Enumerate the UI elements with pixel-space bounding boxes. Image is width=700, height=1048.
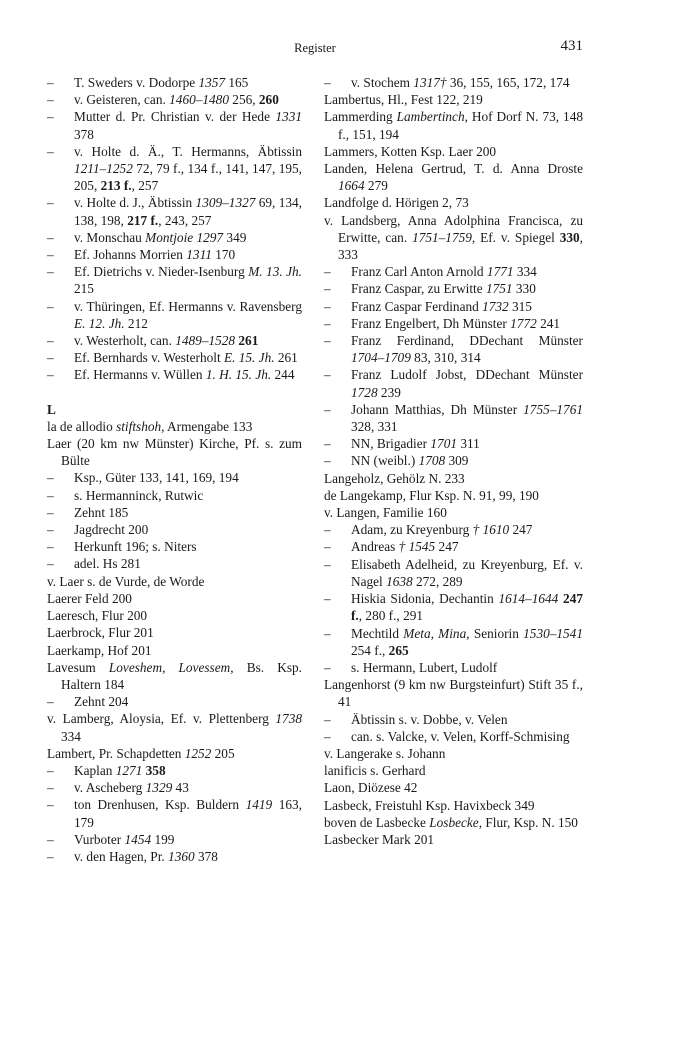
italic-text: † 1610 bbox=[472, 522, 510, 538]
italic-text: 1664 bbox=[338, 178, 365, 194]
entry-text: Mutter d. Pr. Christian v. der Hede bbox=[74, 109, 276, 125]
subentry-dash: – bbox=[324, 625, 331, 641]
subentry-dash: – bbox=[47, 831, 54, 847]
subentry-dash: – bbox=[324, 75, 331, 90]
subentry-dash: – bbox=[324, 264, 331, 280]
entry-text: , Armengabe 133 bbox=[161, 418, 253, 434]
entry-text: 205 bbox=[211, 745, 235, 761]
italic-text: stiftshoh bbox=[116, 418, 162, 434]
entry-text: , Bs. Ksp. Haltern 184 bbox=[61, 659, 302, 692]
index-entry bbox=[47, 710, 302, 744]
index-subentry bbox=[47, 779, 302, 796]
entry-text: 241 bbox=[536, 315, 561, 331]
index-subentry bbox=[324, 263, 583, 280]
bold-text: 213 f. bbox=[100, 178, 132, 194]
italic-text: 1360 bbox=[168, 848, 195, 864]
entry-text: 43 bbox=[172, 780, 189, 796]
index-subentry bbox=[324, 74, 583, 91]
index-subentry bbox=[47, 246, 302, 263]
entry-text: Äbtissin s. v. Dobbe, v. Velen bbox=[351, 711, 508, 727]
italic-text: M. 13. Jh. bbox=[248, 264, 302, 280]
index-subentry bbox=[47, 229, 302, 246]
index-entry bbox=[324, 814, 583, 831]
entry-text: v. Monschau bbox=[74, 229, 146, 245]
index-subentry bbox=[324, 625, 583, 659]
entry-text: can. s. Valcke, v. Velen, Korff-Schmising bbox=[351, 728, 570, 744]
running-header bbox=[47, 38, 583, 58]
entry-text: , 257 bbox=[131, 178, 159, 194]
entry-text: v. Laer s. de Vurde, de Worde bbox=[47, 573, 205, 589]
entry-text: Hiskia Sidonia, Dechantin bbox=[351, 591, 499, 607]
entry-text: Lavesum bbox=[47, 659, 109, 675]
subentry-dash: – bbox=[324, 591, 331, 607]
entry-text: 315 bbox=[508, 298, 532, 314]
subentry-dash: – bbox=[47, 264, 54, 280]
index-subentry bbox=[324, 332, 583, 366]
entry-text: ton Drenhusen, Ksp. Buldern bbox=[74, 797, 246, 813]
entry-text: Zehnt 204 bbox=[74, 694, 129, 710]
index-entry bbox=[324, 504, 583, 521]
entry-text: boven de Lasbecke bbox=[324, 814, 430, 830]
entry-text: Laer (20 km nw Münster) Kirche, Pf. s. zum Bülte bbox=[47, 436, 302, 469]
section-letter bbox=[47, 401, 302, 418]
bold-text: L bbox=[47, 401, 56, 417]
index-subentry bbox=[47, 555, 302, 572]
index-entry bbox=[324, 108, 583, 142]
index-subentry bbox=[324, 435, 583, 452]
entry-text: Franz Ludolf Jobst, DDechant Münster bbox=[351, 367, 583, 383]
subentry-dash: – bbox=[324, 539, 331, 555]
index-subentry bbox=[47, 108, 302, 142]
entry-text: , 280 f., 291 bbox=[358, 608, 424, 624]
italic-text: 1701 bbox=[430, 436, 457, 452]
index-entry bbox=[324, 143, 583, 160]
subentry-dash: – bbox=[47, 470, 54, 486]
subentry-dash: – bbox=[47, 92, 54, 108]
index-subentry bbox=[47, 469, 302, 486]
italic-text: 1317† bbox=[413, 75, 447, 90]
entry-text: 378 bbox=[74, 126, 94, 142]
italic-text: 1732 bbox=[482, 298, 509, 314]
index-subentry bbox=[47, 143, 302, 195]
entry-text: Herkunft 196; s. Niters bbox=[74, 539, 197, 555]
entry-text: v. Langen, Familie 160 bbox=[324, 505, 447, 521]
entry-text: Ef. Bernhards v. Westerholt bbox=[74, 350, 224, 366]
entry-text: 72, 79 f., 134 f., 141, 147, 195, 205, bbox=[74, 161, 302, 194]
entry-text: , Seniorin bbox=[466, 625, 524, 641]
entry-text: , 333 bbox=[338, 229, 583, 263]
italic-text: 1211–1252 bbox=[74, 161, 133, 177]
subentry-dash: – bbox=[324, 659, 331, 675]
subentry-dash: – bbox=[47, 75, 54, 90]
subentry-dash: – bbox=[324, 281, 331, 297]
entry-text: Ksp., Güter 133, 141, 169, 194 bbox=[74, 470, 239, 486]
entry-text: Jagdrecht 200 bbox=[74, 522, 149, 538]
page-number: 431 bbox=[560, 38, 583, 54]
entry-text: 378 bbox=[194, 848, 218, 864]
index-entry bbox=[47, 642, 302, 659]
entry-text: , Flur, Ksp. N. 150 bbox=[478, 814, 578, 830]
entry-text: T. Sweders v. Dodorpe bbox=[74, 75, 199, 90]
index-entry bbox=[324, 194, 583, 211]
entry-text: 215 bbox=[74, 281, 94, 297]
index-subentry bbox=[324, 538, 583, 555]
index-entry bbox=[324, 797, 583, 814]
entry-text: Adam, zu Kreyenburg bbox=[351, 522, 473, 538]
entry-text: Laerbrock, Flur 201 bbox=[47, 625, 154, 641]
italic-text: 1755–1761 bbox=[523, 401, 583, 417]
entry-text: Lammers, Kotten Ksp. Laer 200 bbox=[324, 143, 497, 159]
bold-text: 260 bbox=[258, 92, 279, 108]
entry-text: 261 bbox=[274, 350, 298, 366]
entry-text: v. Ascheberg bbox=[74, 780, 146, 796]
index-entry bbox=[324, 745, 583, 762]
italic-text: 1309–1327 bbox=[195, 195, 256, 211]
subentry-dash: – bbox=[47, 143, 54, 159]
subentry-dash: – bbox=[324, 298, 331, 314]
index-subentry bbox=[324, 401, 583, 435]
subentry-dash: – bbox=[324, 711, 331, 727]
entry-text: Franz Caspar, zu Erwitte bbox=[351, 281, 486, 297]
entry-text: Ef. Hermanns v. Wüllen bbox=[74, 367, 206, 383]
entry-text: 349 bbox=[223, 229, 247, 245]
entry-text: 36, 155, 165, 172, 174 bbox=[446, 75, 570, 90]
entry-text: v. Langerake s. Johann bbox=[324, 745, 446, 761]
index-subentry bbox=[47, 91, 302, 108]
italic-text: Loveshem, Lovessem bbox=[108, 659, 231, 675]
italic-text: 1357 bbox=[198, 75, 226, 90]
subentry-dash: – bbox=[47, 556, 54, 572]
index-subentry bbox=[47, 796, 302, 830]
index-subentry bbox=[47, 521, 302, 538]
entry-text: 309 bbox=[445, 453, 469, 469]
entry-text: Andreas bbox=[351, 539, 399, 555]
entry-text: la de allodio bbox=[47, 418, 117, 434]
subentry-dash: – bbox=[47, 762, 54, 778]
entry-text: Landen, Helena Gertrud, T. d. Anna Droste bbox=[324, 161, 583, 177]
italic-text: 1460–1480 bbox=[169, 92, 229, 108]
entry-text: Laon, Diözese 42 bbox=[324, 780, 418, 796]
italic-text: E. 12. Jh. bbox=[74, 315, 125, 331]
entry-text: 199 bbox=[151, 831, 175, 847]
entry-text: de Langekamp, Flur Ksp. N. 91, 99, 190 bbox=[324, 487, 539, 503]
entry-text: Langenhorst (9 km nw Burgsteinfurt) Stift 35 f., 41 bbox=[324, 677, 583, 710]
entry-text: 334 bbox=[513, 264, 537, 280]
index-subentry bbox=[47, 831, 302, 848]
index-subentry bbox=[47, 298, 302, 332]
entry-text: v. Thüringen, Ef. Hermanns v. Ravensberg bbox=[74, 298, 302, 314]
index-entry bbox=[47, 745, 302, 762]
index-entry bbox=[324, 91, 583, 108]
index-subentry bbox=[47, 349, 302, 366]
entry-text: 69, 134, 138, 198, bbox=[74, 195, 302, 228]
italic-text: 1751 bbox=[485, 281, 513, 297]
entry-text: v. Stochem bbox=[351, 75, 414, 90]
subentry-dash: – bbox=[47, 694, 54, 710]
index-subentry bbox=[47, 74, 302, 91]
entry-text: v. Holte d. Ä., T. Hermanns, Äbtissin bbox=[74, 143, 302, 159]
subentry-dash: – bbox=[324, 453, 331, 469]
italic-text: 1638 bbox=[386, 573, 413, 589]
index-entry bbox=[47, 659, 302, 693]
entry-text: Kaplan bbox=[74, 762, 116, 778]
italic-text: 1751–1759 bbox=[412, 229, 472, 245]
subentry-dash: – bbox=[47, 350, 54, 366]
index-subentry bbox=[47, 332, 302, 349]
subentry-dash: – bbox=[324, 333, 331, 349]
entry-text: 279 bbox=[364, 178, 388, 194]
index-entry bbox=[47, 418, 302, 435]
italic-text: 1419 bbox=[245, 797, 273, 813]
subentry-dash: – bbox=[324, 436, 331, 452]
index-entry bbox=[47, 573, 302, 590]
index-subentry bbox=[47, 194, 302, 228]
index-subentry bbox=[47, 366, 302, 383]
index-subentry bbox=[324, 521, 583, 538]
subentry-dash: – bbox=[47, 247, 54, 263]
subentry-dash: – bbox=[47, 539, 54, 555]
index-subentry bbox=[47, 693, 302, 710]
italic-text: 1331 bbox=[275, 109, 302, 125]
entry-text: Ef. Johanns Morrien bbox=[74, 247, 187, 263]
italic-text: 1252 bbox=[184, 745, 212, 761]
bold-text: 247 f. bbox=[351, 591, 583, 624]
index-subentry bbox=[324, 556, 583, 590]
entry-text: Franz Engelbert, Dh Münster bbox=[351, 315, 511, 331]
entry-text: NN (weibl.) bbox=[351, 453, 419, 469]
entry-text: 239 bbox=[377, 384, 401, 400]
subentry-dash: – bbox=[47, 797, 54, 813]
bold-text: 330 bbox=[559, 229, 580, 245]
entry-text: 328, 331 bbox=[351, 419, 398, 435]
right-column bbox=[324, 74, 583, 848]
entry-text: NN, Brigadier bbox=[351, 436, 431, 452]
entry-text: Franz Ferdinand, DDechant Münster bbox=[351, 333, 583, 349]
entry-text: lanificis s. Gerhard bbox=[324, 763, 426, 779]
italic-text: 1771 bbox=[486, 264, 514, 280]
entry-text: 256, bbox=[228, 92, 259, 108]
subentry-dash: – bbox=[324, 315, 331, 331]
entry-text: , Ef. v. Spiegel bbox=[471, 229, 560, 245]
left-column bbox=[47, 74, 302, 865]
subentry-dash: – bbox=[47, 229, 54, 245]
italic-text: Meta, Mina bbox=[403, 625, 467, 641]
index-entry bbox=[47, 607, 302, 624]
entry-text: Mechtild bbox=[351, 625, 404, 641]
index-entry bbox=[47, 435, 302, 469]
entry-text: 311 bbox=[457, 436, 480, 452]
italic-text: 1311 bbox=[186, 247, 212, 263]
entry-text: v. den Hagen, Pr. bbox=[74, 848, 169, 864]
index-entry bbox=[324, 487, 583, 504]
entry-text: Franz Carl Anton Arnold bbox=[351, 264, 487, 280]
index-subentry bbox=[324, 659, 583, 676]
entry-text: Johann Matthias, Dh Münster bbox=[351, 401, 524, 417]
entry-text: Lambert, Pr. Schapdetten bbox=[47, 745, 185, 761]
index-entry bbox=[47, 624, 302, 641]
index-entry bbox=[47, 590, 302, 607]
italic-text: E. 15. Jh. bbox=[223, 350, 275, 366]
entry-text: 254 f., bbox=[351, 642, 389, 658]
entry-text: Langeholz, Gehölz N. 233 bbox=[324, 470, 465, 486]
index-subentry bbox=[324, 711, 583, 728]
italic-text: 1614–1644 bbox=[498, 591, 559, 607]
subentry-dash: – bbox=[324, 522, 331, 538]
index-subentry bbox=[47, 487, 302, 504]
subentry-dash: – bbox=[47, 504, 54, 520]
entry-text: Franz Caspar Ferdinand bbox=[351, 298, 483, 314]
entry-text: Zehnt 185 bbox=[74, 504, 129, 520]
entry-text: 330 bbox=[512, 281, 536, 297]
italic-text: Montjoie 1297 bbox=[145, 229, 224, 245]
italic-text: 1454 bbox=[124, 831, 152, 847]
index-subentry bbox=[324, 315, 583, 332]
entry-text: Lambertus, Hl., Fest 122, 219 bbox=[324, 92, 483, 108]
subentry-dash: – bbox=[324, 401, 331, 417]
subentry-dash: – bbox=[47, 195, 54, 211]
italic-text: 1. H. 15. Jh. bbox=[205, 367, 272, 383]
entry-text: 334 bbox=[61, 728, 81, 744]
index-subentry bbox=[47, 504, 302, 521]
index-entry bbox=[324, 676, 583, 710]
index-subentry bbox=[47, 538, 302, 555]
index-entry bbox=[324, 779, 583, 796]
entry-text: Lammerding bbox=[324, 109, 397, 125]
italic-text: 1329 bbox=[145, 780, 173, 796]
entry-text: 163, 179 bbox=[74, 797, 302, 830]
entry-text: , Hof Dorf N. 73, 148 f., 151, 194 bbox=[338, 109, 583, 142]
entry-text: v. Westerholt, can. bbox=[74, 333, 176, 349]
entry-text: v. Geisteren, can. bbox=[74, 92, 170, 108]
subentry-dash: – bbox=[47, 367, 54, 383]
entry-text: Lasbecker Mark 201 bbox=[324, 831, 435, 847]
index-subentry bbox=[324, 366, 583, 400]
bold-text: 358 bbox=[145, 762, 166, 778]
entry-text: Ef. Dietrichs v. Nieder-Isenburg bbox=[74, 264, 249, 280]
italic-text: Lambertinch bbox=[396, 109, 465, 125]
index-entry bbox=[324, 160, 583, 194]
index-entry bbox=[324, 831, 583, 848]
index-entry bbox=[324, 762, 583, 779]
subentry-dash: – bbox=[47, 522, 54, 538]
entry-text: 165 bbox=[225, 75, 249, 90]
entry-text: Laerer Feld 200 bbox=[47, 590, 132, 606]
italic-text: 1489–1528 bbox=[175, 333, 236, 349]
italic-text: 1704–1709 bbox=[351, 350, 411, 366]
italic-text: 1772 bbox=[510, 315, 537, 331]
index-entry bbox=[324, 470, 583, 487]
entry-text: Laeresch, Flur 200 bbox=[47, 608, 148, 624]
subentry-dash: – bbox=[47, 109, 54, 125]
entry-text: s. Hermann, Lubert, Ludolf bbox=[351, 659, 498, 675]
entry-text: Elisabeth Adelheid, zu Kreyenburg, Ef. v. Nagel bbox=[351, 556, 583, 589]
index-subentry bbox=[47, 848, 302, 865]
subentry-dash: – bbox=[47, 333, 54, 349]
subentry-dash: – bbox=[47, 780, 54, 796]
subentry-dash: – bbox=[47, 848, 54, 864]
entry-text: 272, 289 bbox=[412, 573, 463, 589]
entry-text: 247 bbox=[509, 522, 533, 538]
entry-text: adel. Hs 281 bbox=[74, 556, 141, 572]
index-subentry bbox=[324, 452, 583, 469]
index-subentry bbox=[324, 280, 583, 297]
subentry-dash: – bbox=[47, 487, 54, 503]
index-subentry bbox=[47, 762, 302, 779]
index-entry bbox=[324, 212, 583, 264]
entry-text: Laerkamp, Hof 201 bbox=[47, 642, 152, 658]
subentry-dash: – bbox=[324, 556, 331, 572]
entry-text: 170 bbox=[211, 247, 236, 263]
italic-text: Losbecke bbox=[429, 814, 479, 830]
entry-text: Vurboter bbox=[74, 831, 125, 847]
entry-text: 212 bbox=[124, 315, 148, 331]
italic-text: 1708 bbox=[418, 453, 446, 469]
entry-text: 244 bbox=[271, 367, 295, 383]
entry-text: 83, 310, 314 bbox=[410, 350, 481, 366]
entry-text: s. Hermanninck, Rutwic bbox=[74, 487, 204, 503]
index-subentry bbox=[324, 298, 583, 315]
italic-text: † 1545 bbox=[398, 539, 436, 555]
italic-text: 1530–1541 bbox=[523, 625, 583, 641]
italic-text: 1271 bbox=[115, 762, 143, 778]
index-subentry bbox=[47, 263, 302, 297]
running-title: Register bbox=[294, 41, 336, 55]
entry-text: , 243, 257 bbox=[158, 212, 212, 228]
entry-text: 247 bbox=[435, 539, 459, 555]
entry-text: Lasbeck, Freistuhl Ksp. Havixbeck 349 bbox=[324, 797, 535, 813]
subentry-dash: – bbox=[324, 728, 331, 744]
subentry-dash: – bbox=[324, 367, 331, 383]
entry-text: Landfolge d. Hörigen 2, 73 bbox=[324, 195, 469, 211]
entry-text: v. Holte d. J., Äbtissin bbox=[74, 195, 196, 211]
subentry-dash: – bbox=[47, 298, 54, 314]
entry-text: v. Lamberg, Aloysia, Ef. v. Plettenberg bbox=[47, 711, 276, 727]
italic-text: 1738 bbox=[275, 711, 302, 727]
italic-text: 1728 bbox=[351, 384, 378, 400]
bold-text: 265 bbox=[388, 642, 409, 658]
bold-text: 261 bbox=[238, 333, 259, 349]
entry-text: v. Landsberg, Anna Adolphina Francisca, zu Erwitte, can. bbox=[324, 212, 583, 245]
bold-text: 217 f. bbox=[127, 212, 159, 228]
index-subentry bbox=[324, 728, 583, 745]
index-subentry bbox=[324, 590, 583, 624]
